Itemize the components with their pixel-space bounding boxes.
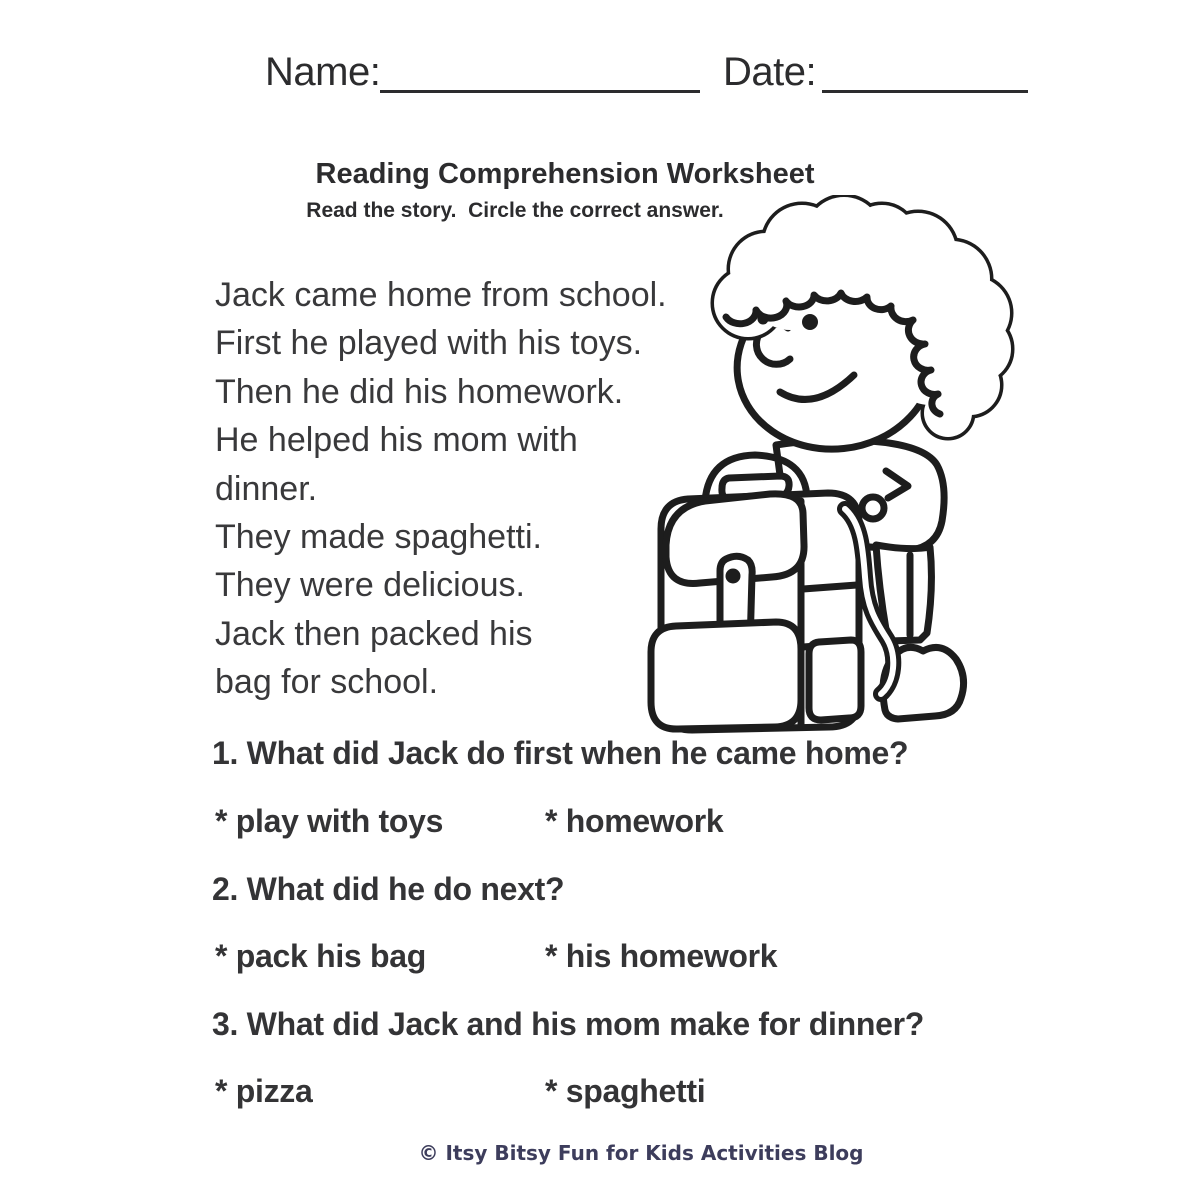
story-text: [215, 271, 667, 707]
story-line: Then he did his homework.: [215, 372, 624, 411]
story-line: First he played with his toys.: [215, 324, 643, 363]
question-2: 2. What did he do next?: [212, 871, 565, 907]
question-2-option-1[interactable]: * pack his bag: [215, 938, 426, 974]
story-line: bag for school.: [215, 663, 439, 702]
story-line: They made spaghetti.: [215, 518, 542, 557]
question-1-option-1[interactable]: * play with toys: [215, 803, 444, 839]
story-line: He helped his mom with: [215, 421, 578, 460]
backpack-panel-line: [803, 585, 857, 589]
question-3-option-2[interactable]: * spaghetti: [545, 1073, 706, 1109]
backpack-side-pocket: [809, 640, 861, 720]
worksheet-title: Reading Comprehension Worksheet: [315, 158, 815, 190]
question-3-option-1[interactable]: * pizza: [215, 1073, 313, 1109]
story-line: They were delicious.: [215, 566, 525, 605]
question-2-option-2[interactable]: * his homework: [545, 938, 778, 974]
backpack-strap-hole: [726, 569, 741, 584]
story-line: dinner.: [215, 469, 318, 508]
worksheet-instructions: Read the story. Circle the correct answer.: [306, 199, 724, 222]
boy-eye-right: [802, 314, 818, 330]
backpack-front-pocket: [651, 622, 801, 729]
footer-credit: © Itsy Bitsy Fun for Kids Activities Blog: [418, 1141, 864, 1165]
story-line: Jack came home from school.: [215, 276, 667, 314]
boy-eye-left: [758, 314, 769, 325]
boy-with-backpack-illustration: [630, 195, 1020, 735]
date-label: Date:: [723, 50, 817, 94]
story-line: Jack then packed his: [215, 614, 533, 653]
boy-hand: [862, 497, 884, 519]
date-blank-line[interactable]: [822, 90, 1028, 93]
name-blank-line[interactable]: [380, 90, 700, 93]
question-1-option-2[interactable]: * homework: [545, 803, 724, 839]
name-label: Name:: [265, 50, 381, 94]
question-3: 3. What did Jack and his mom make for dinner?: [212, 1006, 924, 1042]
question-1: 1. What did Jack do first when he came home?: [212, 735, 909, 771]
